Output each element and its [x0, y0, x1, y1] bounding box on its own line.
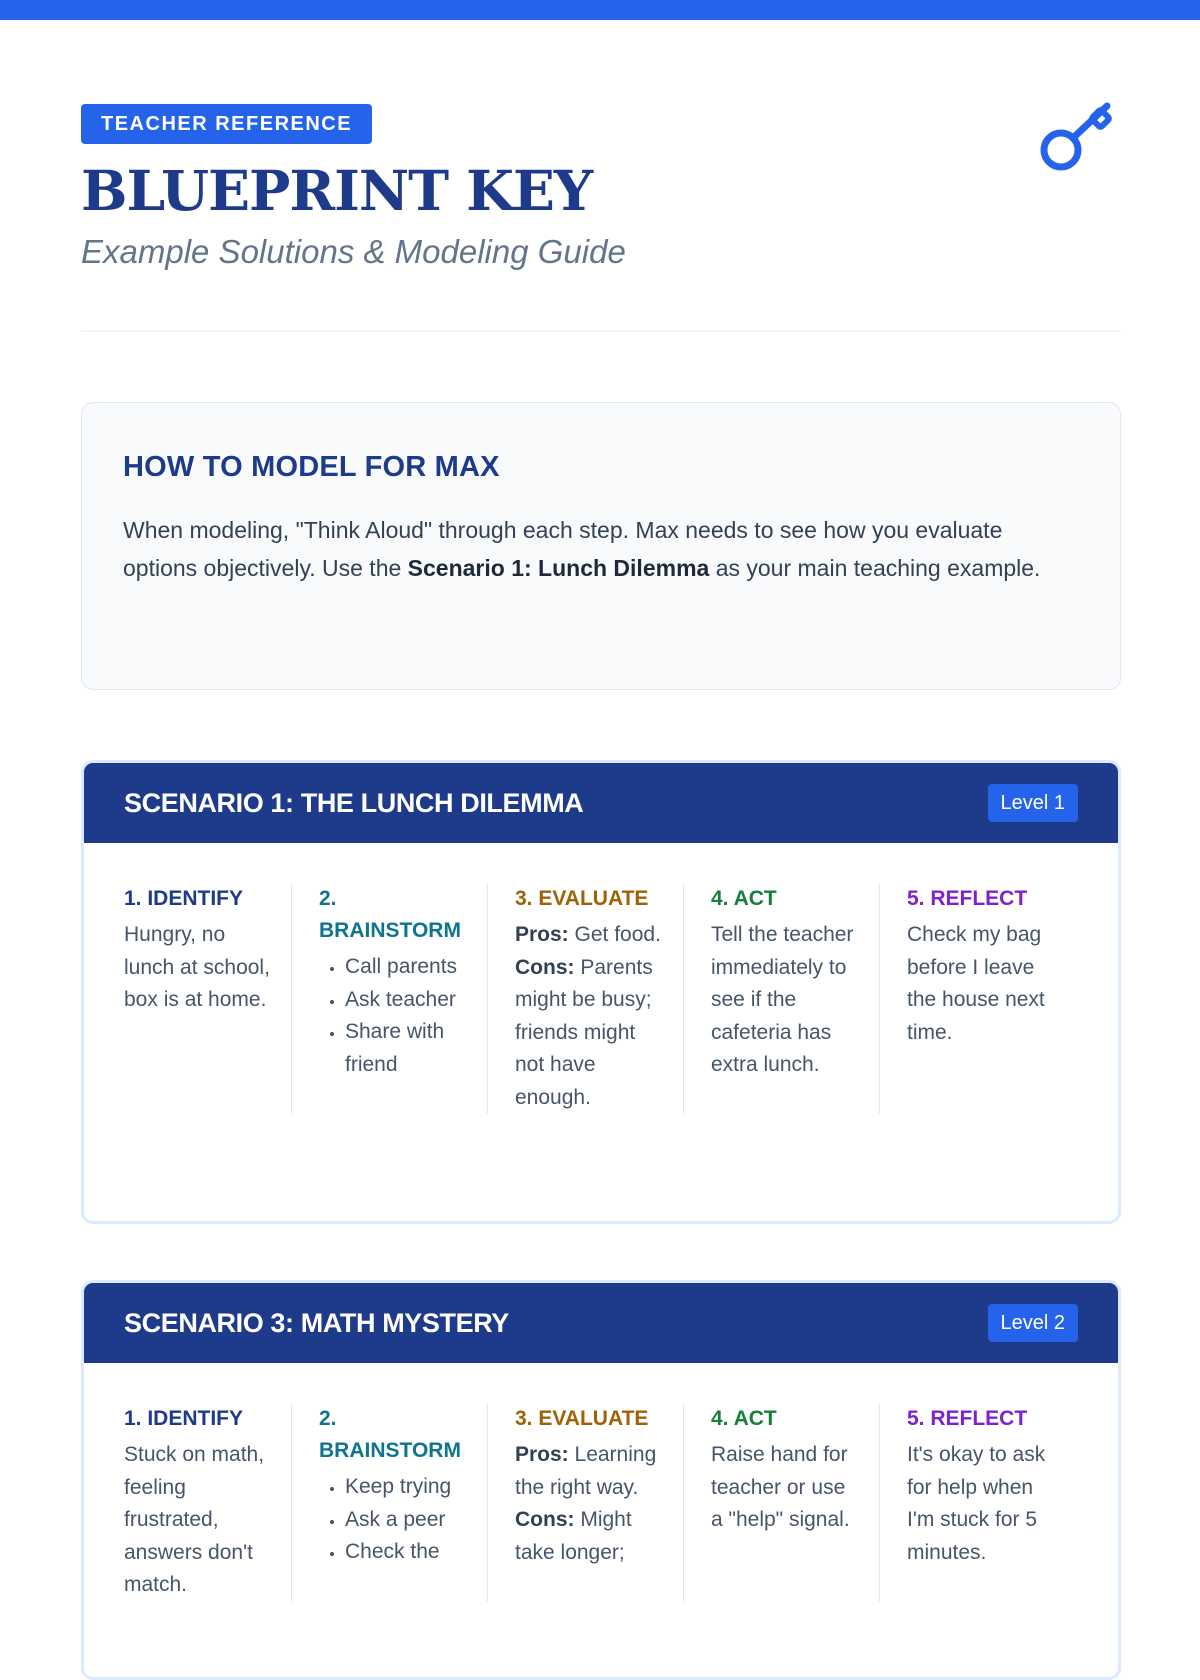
- cons-label: Cons:: [515, 1508, 575, 1531]
- step-label: 3. EVALUATE: [515, 887, 649, 910]
- scenario-title: SCENARIO 3: MATH MYSTERY: [124, 1308, 509, 1338]
- brainstorm-list: [319, 951, 467, 1081]
- pros-value: Learning the right way.: [515, 1443, 657, 1499]
- cons-value: Parents might be busy; friends might not have enough.: [515, 955, 653, 1109]
- scenario-card-math-mystery: [81, 1280, 1121, 1680]
- step-text: Raise hand for teacher or use a "help" signal.: [711, 1443, 850, 1531]
- step-evaluate: [488, 883, 684, 1114]
- step-label: 5. REFLECT: [907, 887, 1028, 910]
- step-identify: [124, 883, 292, 1114]
- step-label: 2. BRAINSTORM: [319, 1407, 461, 1462]
- pros-value: Get food.: [568, 923, 661, 946]
- step-reflect: [880, 1403, 1076, 1602]
- step-act: [684, 883, 880, 1114]
- step-identify: [124, 1403, 292, 1602]
- cons-text: [515, 1504, 663, 1569]
- step-text: Stuck on math, feeling frustrated, answers don't match.: [124, 1443, 265, 1596]
- scenario-steps: [124, 1403, 1078, 1602]
- level-badge: Level 1: [988, 784, 1079, 822]
- header: [81, 0, 1121, 332]
- list-item: • Check the: [345, 1536, 467, 1569]
- step-text: Hungry, no lunch at school, box is at home.: [124, 923, 270, 1011]
- page-title: BLUEPRINT KEY: [81, 158, 593, 223]
- pros-text: [515, 1439, 663, 1504]
- step-reflect: [880, 883, 1076, 1114]
- cons-label: Cons:: [515, 955, 575, 979]
- modeling-guide-text-start: When modeling, "Think Aloud" through each step. Max needs to see how you evaluate options objectively. Use the: [123, 517, 1003, 581]
- step-text: It's okay to ask for help when I'm stuck for 5 minutes.: [907, 1443, 1046, 1564]
- step-brainstorm: [292, 883, 488, 1114]
- page-subtitle: Example Solutions & Modeling Guide: [81, 233, 626, 270]
- scenario-header: [84, 763, 1118, 843]
- pros-label: Pros:: [515, 1443, 569, 1466]
- step-brainstorm: [292, 1403, 488, 1602]
- list-item: • Ask teacher: [345, 984, 467, 1017]
- cons-text: [515, 952, 663, 1115]
- scenario-steps: [124, 883, 1078, 1114]
- scenario-card-lunch-dilemma: [81, 760, 1121, 1224]
- step-label: 5. REFLECT: [907, 1407, 1028, 1430]
- step-text: Tell the teacher immediately to see if the cafeteria has extra lunch.: [711, 923, 854, 1076]
- scenario-title: SCENARIO 1: THE LUNCH DILEMMA: [124, 788, 584, 818]
- pros-text: [515, 919, 663, 952]
- modeling-guide-box: [81, 402, 1121, 690]
- step-act: [684, 1403, 880, 1602]
- step-evaluate: [488, 1403, 684, 1602]
- pros-label: Pros:: [515, 923, 569, 946]
- step-text: Check my bag before I leave the house next time.: [907, 923, 1045, 1044]
- level-badge: Level 2: [988, 1304, 1079, 1342]
- list-item: • Share with friend: [345, 1016, 467, 1081]
- modeling-guide-emphasis: Scenario 1: Lunch Dilemma: [407, 555, 710, 581]
- step-label: 1. IDENTIFY: [124, 887, 244, 910]
- modeling-guide-text-end: as your main teaching example.: [709, 555, 1041, 581]
- step-label: 4. ACT: [711, 1407, 777, 1430]
- page: [81, 0, 1121, 1596]
- step-label: 1. IDENTIFY: [124, 1407, 244, 1430]
- scenario-header: [84, 1283, 1118, 1363]
- modeling-guide-text: [123, 511, 1080, 587]
- cons-value: Might take longer;: [515, 1508, 632, 1564]
- step-label: 4. ACT: [711, 887, 777, 910]
- list-item: • Call parents: [345, 951, 467, 984]
- list-item: • Ask a peer: [345, 1504, 467, 1537]
- modeling-guide-heading: HOW TO MODEL FOR MAX: [123, 451, 500, 483]
- teacher-reference-badge: TEACHER REFERENCE: [81, 104, 372, 144]
- step-label: 2. BRAINSTORM: [319, 887, 461, 942]
- key-icon: [1039, 98, 1121, 180]
- list-item: • Keep trying: [345, 1471, 467, 1504]
- brainstorm-list: [319, 1471, 467, 1569]
- step-label: 3. EVALUATE: [515, 1407, 649, 1430]
